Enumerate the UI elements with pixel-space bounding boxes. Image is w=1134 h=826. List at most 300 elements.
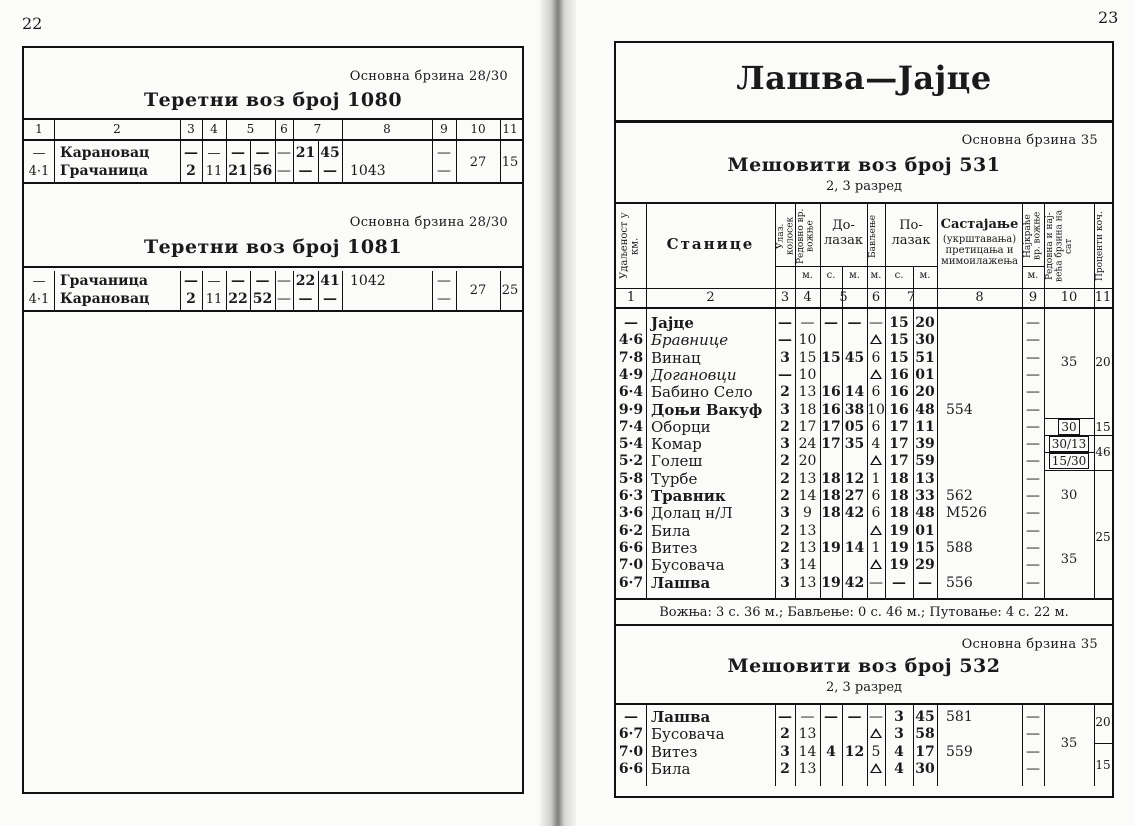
run-minutes: 13: [798, 522, 817, 539]
arrival-minute: [842, 332, 867, 349]
min-run-time: —: [1026, 743, 1040, 760]
station-name: Бусовача: [651, 556, 725, 575]
row-distance: 4·1: [28, 291, 50, 307]
meeting-train: [946, 726, 1022, 743]
divider: [24, 310, 522, 312]
row-distance: —: [32, 146, 46, 161]
arrival-hour: 18: [821, 488, 841, 504]
departure-minute: 33: [915, 488, 935, 504]
triangle-icon: [870, 763, 882, 773]
station-name: Комар: [651, 435, 702, 454]
t1080-col-header-6: 6: [280, 122, 288, 136]
run-minutes: —: [207, 146, 221, 161]
track-number: 3: [780, 557, 790, 574]
track-number: 3: [780, 574, 790, 591]
min-run-time: —: [437, 290, 451, 307]
meeting-train: [350, 291, 432, 308]
boxed-speed: 15/30: [1049, 453, 1090, 469]
brake-percent: 20: [1095, 715, 1111, 729]
stop-time: 6: [871, 349, 881, 366]
stop-time: —: [869, 574, 883, 591]
arrival-minute: [842, 726, 867, 743]
meeting-train: 1043: [350, 162, 386, 179]
min-run-time: —: [1026, 453, 1040, 470]
divider: [24, 139, 522, 141]
route-title: Лашва—Јајце: [736, 59, 992, 97]
departure-hour: —: [892, 574, 906, 591]
t1081-speed: [300, 216, 508, 229]
book-gutter: [540, 0, 576, 826]
row-rule: [616, 307, 1112, 309]
arrival-hour: —: [231, 273, 245, 289]
track-number: —: [778, 366, 792, 383]
row-distance: 9·9: [618, 401, 644, 418]
column-number-5: 5: [839, 290, 848, 305]
row-distance: 4·1: [28, 163, 50, 179]
departure-hour: —: [298, 290, 313, 307]
column-number-10: 10: [1060, 290, 1078, 305]
departure-minute: 30: [915, 760, 935, 777]
speed-per-hour: 27: [469, 283, 487, 298]
departure-hour: 19: [889, 539, 909, 556]
track-number: —: [184, 145, 198, 161]
track-number: —: [778, 709, 792, 725]
station-name: Карановац: [60, 145, 150, 161]
column-number-4: 4: [803, 290, 812, 305]
stop-time: —: [869, 315, 883, 331]
column-rule: [54, 271, 55, 311]
meeting-train: [946, 367, 1022, 384]
t1080-col-header-3: 3: [187, 122, 195, 136]
departure-minute: 48: [915, 401, 935, 418]
arrival-hour: 4: [826, 743, 836, 760]
meeting-train: [946, 436, 1022, 453]
t532-title: Мешовити воз број 532: [727, 655, 1001, 677]
meeting-train: [946, 419, 1022, 436]
column-rule: [646, 704, 647, 786]
row-distance: 7·8: [618, 349, 644, 366]
header-distance: Удаљеност у км.: [619, 212, 641, 280]
arrival-hour: 16: [821, 401, 841, 418]
stop-on-request-icon: [867, 523, 885, 540]
speed-value: 35: [1060, 736, 1078, 751]
t531-speed-value: 35: [1080, 133, 1098, 148]
track-number: —: [184, 273, 198, 289]
t531-speed-label: Основна брзина: [961, 133, 1077, 148]
departure-hour: 16: [889, 384, 909, 401]
unit-label: м.: [802, 270, 813, 281]
track-number: 2: [780, 539, 790, 556]
departure-hour: 4: [894, 760, 904, 777]
arrival-hour: [820, 453, 842, 470]
stop-time: 1: [871, 539, 881, 556]
divider: [24, 182, 522, 184]
header-speed: Редовна и нај- већа брзина на сат: [1045, 209, 1074, 283]
stop-time: —: [277, 145, 291, 161]
triangle-icon: [870, 559, 882, 569]
track-number: 2: [780, 384, 790, 401]
departure-hour: 3: [894, 726, 904, 743]
station-name: Винац: [651, 348, 701, 367]
divider: [616, 703, 1112, 705]
speed-value: 30: [1060, 488, 1078, 503]
departure-hour: 19: [889, 557, 909, 574]
t1081-title: Теретни воз број 1081: [143, 236, 403, 258]
run-minutes: 24: [798, 436, 817, 453]
row-distance: 7·4: [618, 418, 644, 435]
stop-on-request-icon: [867, 332, 885, 349]
arrival-hour: 19: [821, 539, 841, 556]
arrival-minute: 12: [844, 743, 865, 760]
track-number: —: [778, 315, 792, 331]
departure-minute: 17: [915, 743, 935, 760]
column-number-8: 8: [975, 290, 984, 305]
row-distance: 4·6: [618, 332, 644, 349]
t1080-col-header-9: 9: [440, 122, 448, 136]
speed-value: 35: [1060, 355, 1078, 370]
stop-time: 1: [871, 470, 881, 487]
departure-minute: 29: [915, 557, 935, 574]
arrival-hour: 21: [228, 162, 248, 179]
departure-hour: 21: [295, 145, 316, 161]
track-number: 2: [186, 290, 196, 307]
min-run-time: —: [437, 273, 451, 289]
row-distance: 7·0: [618, 743, 644, 760]
row-distance: 6·7: [618, 726, 644, 743]
brake-percent: 46: [1095, 445, 1111, 459]
station-name: Догановци: [651, 365, 737, 384]
arrival-minute: 52: [252, 290, 273, 307]
t1080-col-header-4: 4: [210, 122, 218, 136]
station-name: Карановац: [60, 290, 150, 307]
departure-minute: 45: [320, 145, 340, 161]
triangle-icon: [870, 334, 882, 344]
arrival-hour: 22: [228, 290, 248, 307]
departure-hour: 18: [889, 505, 909, 522]
departure-minute: 11: [915, 418, 935, 435]
arrival-hour: 17: [821, 436, 841, 453]
run-minutes: 20: [798, 453, 817, 470]
row-distance: 6·6: [618, 539, 644, 556]
run-minutes: —: [800, 709, 815, 725]
triangle-icon: [870, 728, 882, 738]
header-brake: Проценти коч.: [1095, 211, 1105, 281]
arrival-minute: 27: [844, 488, 865, 504]
stop-on-request-icon: [867, 726, 885, 743]
row-distance: 4·9: [618, 366, 644, 383]
arrival-hour: —: [824, 709, 838, 725]
departure-hour: 22: [295, 273, 316, 289]
departure-hour: 16: [889, 401, 909, 418]
track-number: 3: [780, 401, 790, 418]
track-number: 3: [780, 436, 790, 453]
t1080-col-header-2: 2: [113, 122, 121, 136]
arrival-hour: [820, 557, 842, 574]
departure-hour: —: [298, 162, 313, 179]
arrival-hour: [820, 367, 842, 384]
header-meetings: Састајање: [940, 217, 1019, 232]
track-number: 2: [780, 760, 790, 777]
arrival-minute: —: [847, 315, 862, 331]
station-name: Бусовача: [651, 725, 725, 744]
header-meetings-sub: (укрштавања) претицања и мимоилажења: [941, 234, 1018, 267]
arrival-hour: 15: [821, 349, 841, 366]
arrival-hour: 19: [821, 574, 841, 591]
min-run-time: —: [1026, 726, 1040, 743]
row-rule: [1094, 470, 1112, 471]
row-distance: 6·4: [618, 384, 644, 401]
station-name: Била: [651, 759, 691, 778]
stop-time: 6: [871, 384, 881, 401]
departure-minute: —: [323, 290, 337, 307]
meeting-train: М526: [946, 505, 988, 522]
divider: [616, 624, 1112, 626]
t1080-col-header-8: 8: [383, 122, 391, 136]
departure-hour: 19: [889, 522, 909, 539]
column-rule: [937, 202, 938, 598]
station-name: Јајце: [651, 314, 694, 332]
row-distance: 7·0: [618, 557, 644, 574]
t531-class: 2, 3 разред: [825, 179, 903, 194]
stop-time: —: [277, 273, 291, 289]
header-track: Улаз. колосек: [776, 216, 796, 256]
header-stay: Бављење: [868, 214, 878, 258]
t1080-col-header-5: 5: [246, 122, 255, 136]
arrival-minute: 05: [844, 418, 865, 435]
row-distance: 3·6: [618, 505, 644, 522]
departure-hour: 17: [889, 436, 909, 453]
row-distance: 6·7: [618, 574, 644, 591]
unit-label: м.: [870, 270, 882, 281]
t1080-col-header-7: 7: [313, 122, 322, 136]
column-number-2: 2: [706, 290, 715, 305]
min-run-time: —: [1026, 470, 1040, 487]
min-run-time: —: [1026, 574, 1040, 591]
meeting-train: [350, 145, 432, 162]
arrival-hour: 18: [821, 470, 841, 487]
arrival-hour: [820, 761, 842, 778]
stop-time: 6: [871, 488, 881, 504]
brake-percent: 20: [1095, 355, 1111, 369]
t1080-col-header-1: 1: [35, 122, 43, 136]
departure-minute: 58: [915, 726, 935, 743]
departure-minute: 51: [915, 349, 935, 366]
row-rule: [1022, 266, 1044, 267]
row-rule: [885, 266, 937, 267]
min-run-time: —: [1026, 505, 1040, 522]
column-rule: [342, 271, 343, 311]
arrival-hour: —: [231, 145, 245, 161]
station-name: Лашва: [651, 573, 711, 592]
arrival-minute: [842, 761, 867, 778]
arrival-hour: 16: [821, 384, 841, 401]
unit-label: с.: [826, 270, 836, 281]
departure-hour: 15: [889, 332, 909, 349]
triangle-icon: [870, 525, 882, 535]
departure-hour: 4: [894, 743, 904, 760]
departure-hour: 18: [889, 488, 909, 504]
brake-percent: 15: [1095, 420, 1111, 434]
row-rule: [775, 266, 885, 267]
row-distance: —: [624, 315, 638, 331]
min-run-time: —: [1026, 332, 1040, 349]
header-arrival: До- лазак: [824, 218, 863, 248]
row-distance: —: [32, 274, 46, 289]
divider: [24, 118, 522, 120]
departure-minute: 13: [915, 470, 935, 487]
departure-hour: 15: [889, 349, 909, 366]
departure-minute: 41: [320, 273, 340, 289]
station-name: Турбе: [651, 469, 698, 488]
stop-time: 4: [871, 436, 881, 453]
arrival-minute: 35: [844, 436, 865, 453]
stop-on-request-icon: [867, 557, 885, 574]
row-rule: [616, 288, 1112, 289]
track-number: 2: [780, 453, 790, 470]
meeting-train: 562: [946, 488, 973, 504]
stop-time: 5: [871, 743, 881, 760]
station-name: Травник: [651, 487, 726, 505]
station-name: Била: [651, 521, 691, 540]
t1080-speed-value: 28/30: [469, 69, 508, 84]
station-name: Доњи Вакуф: [651, 400, 763, 419]
arrival-minute: 12: [844, 470, 865, 487]
min-run-time: —: [1026, 401, 1040, 418]
min-run-time: —: [1026, 349, 1040, 366]
header-stations: Станице: [666, 235, 755, 253]
arrival-minute: [842, 453, 867, 470]
arrival-minute: 42: [844, 505, 865, 522]
min-run-time: —: [1026, 557, 1040, 574]
t1080-col-header-11: 11: [502, 122, 518, 136]
run-minutes: 13: [798, 470, 817, 487]
track-number: 2: [780, 522, 790, 539]
arrival-minute: [842, 367, 867, 384]
boxed-speed: 30/13: [1049, 436, 1090, 452]
unit-label: м.: [1027, 270, 1039, 281]
header-min-time: Најкраће вр. вожње: [1023, 211, 1043, 261]
departure-hour: 15: [889, 315, 909, 331]
t531-summary: Вожња: 3 с. 36 м.; Бављење: 0 с. 46 м.; Путовање: 4 с. 22 м.: [659, 605, 1069, 620]
t531-speed: [880, 134, 1098, 147]
arrival-minute: 14: [844, 384, 865, 401]
speed-box-1: [1044, 419, 1094, 436]
stop-time: —: [277, 290, 291, 307]
column-rule: [646, 202, 647, 598]
min-run-time: —: [1026, 418, 1040, 435]
t1080-title: Теретни воз број 1080: [143, 89, 403, 111]
stop-on-request-icon: [867, 761, 885, 778]
arrival-minute: [842, 523, 867, 540]
meeting-train: [946, 557, 1022, 574]
arrival-hour: [820, 726, 842, 743]
run-minutes: 10: [798, 366, 817, 383]
departure-hour: 18: [889, 470, 909, 487]
unit-label: м.: [849, 270, 860, 281]
brake-percent: 15: [501, 155, 519, 170]
brake-percent: 15: [1095, 758, 1111, 772]
column-rule: [937, 704, 938, 786]
departure-minute: —: [918, 574, 932, 591]
brake-percent: 25: [501, 283, 519, 298]
min-run-time: —: [1026, 760, 1040, 777]
speed-value: 35: [1060, 552, 1078, 567]
t532-speed-label: Основна брзина: [961, 637, 1077, 652]
divider: [616, 120, 1112, 123]
row-distance: 6·3: [618, 488, 644, 504]
min-run-time: —: [1026, 384, 1040, 401]
run-minutes: 10: [798, 332, 817, 349]
stop-time: 10: [867, 401, 885, 418]
stop-time: 6: [871, 505, 881, 522]
meeting-train: 559: [946, 743, 973, 760]
t532-speed-value: 35: [1080, 637, 1098, 652]
row-distance: 5·2: [618, 453, 644, 470]
header-departure: По- лазак: [891, 218, 931, 248]
departure-minute: 01: [915, 366, 935, 383]
departure-minute: 15: [915, 539, 935, 556]
departure-minute: 01: [915, 522, 935, 539]
arrival-minute: 14: [844, 539, 865, 556]
departure-minute: 48: [915, 505, 935, 522]
min-run-time: —: [1026, 522, 1040, 539]
run-minutes: 14: [798, 743, 817, 760]
min-run-time: —: [437, 162, 451, 179]
arrival-minute: —: [847, 709, 862, 725]
run-minutes: 14: [798, 488, 817, 504]
track-number: 2: [780, 488, 790, 504]
meeting-train: 588: [946, 539, 973, 556]
row-rule: [1094, 743, 1112, 744]
track-number: 3: [780, 743, 790, 760]
track-number: 2: [780, 470, 790, 487]
column-number-3: 3: [780, 290, 790, 305]
meeting-train: [946, 761, 1022, 778]
min-run-time: —: [1026, 315, 1040, 331]
departure-minute: 20: [915, 384, 935, 401]
arrival-hour: 18: [821, 505, 841, 522]
arrival-minute: 38: [844, 401, 865, 418]
t1080-col-header-10: 10: [470, 122, 486, 136]
t531-title: Мешовити воз број 531: [727, 154, 1001, 176]
station-name: Бравнице: [651, 331, 729, 350]
meeting-train: 581: [946, 709, 973, 725]
min-run-time: —: [1026, 709, 1040, 725]
track-number: 3: [780, 505, 790, 522]
station-name: Витез: [651, 742, 698, 761]
station-name: Лашва: [651, 708, 711, 726]
speed-per-hour: 27: [469, 155, 487, 170]
station-name: Грачаница: [60, 273, 148, 289]
run-minutes: 13: [798, 574, 817, 591]
stop-on-request-icon: [867, 453, 885, 470]
run-minutes: 11: [205, 163, 223, 179]
run-minutes: 14: [798, 557, 817, 574]
unit-label: м.: [919, 270, 931, 281]
station-name: Долац н/Л: [651, 504, 733, 523]
row-distance: 6·2: [618, 522, 644, 539]
meeting-train: [946, 471, 1022, 488]
t1081-speed-label: Основна брзина: [349, 215, 465, 230]
min-run-time: —: [1026, 366, 1040, 383]
run-minutes: 18: [798, 401, 817, 418]
min-run-time: —: [1026, 488, 1040, 504]
min-run-time: —: [437, 145, 451, 161]
run-minutes: —: [207, 274, 221, 289]
stop-time: —: [869, 709, 883, 725]
unit-label: с.: [894, 270, 904, 281]
meeting-train: [946, 350, 1022, 367]
